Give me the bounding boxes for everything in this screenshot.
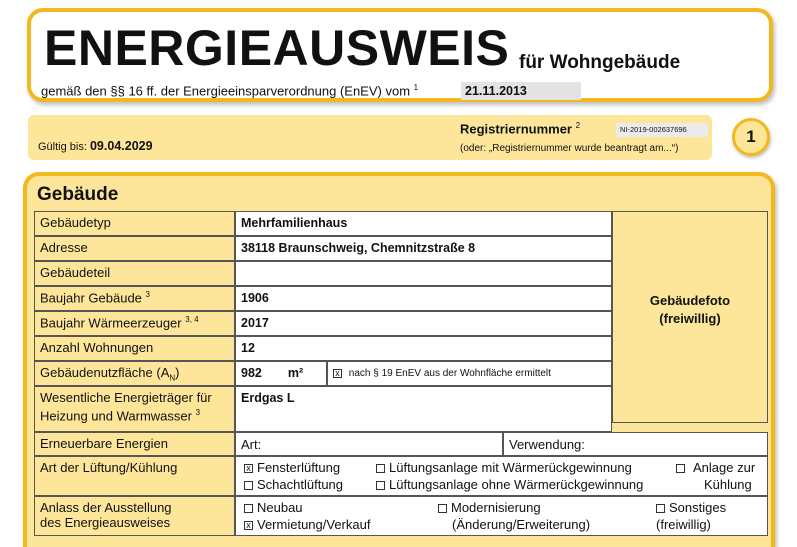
- vent-checkbox-with-recovery[interactable]: [376, 464, 385, 473]
- ventilation-label: Art der Lüftung/Kühlung: [34, 456, 235, 496]
- registration-note: (oder: „Registriernummer wurde beantragt am...“): [460, 143, 679, 154]
- page-number-badge: 1: [732, 118, 770, 156]
- reason-option-modernisation[interactable]: Modernisierung: [438, 500, 541, 515]
- heater-year-label: Baujahr Wärmeerzeuger $^{3, 4}$: [34, 311, 235, 336]
- address-label: Adresse: [34, 236, 235, 261]
- ventilation-options: [235, 456, 768, 496]
- reason-option-new-build[interactable]: Neubau: [244, 500, 303, 515]
- building-part-label: Gebäudeteil: [34, 261, 235, 286]
- renewable-type-field[interactable]: Art:: [235, 432, 503, 456]
- reason-option-rent-sale[interactable]: x Vermietung/Verkauf: [244, 517, 370, 532]
- vent-checkbox-window[interactable]: x: [244, 464, 253, 473]
- reason-checkbox-modernisation[interactable]: [438, 504, 447, 513]
- reason-option-other[interactable]: Sonstiges: [656, 500, 726, 515]
- building-type-value: Mehrfamilienhaus: [235, 211, 612, 236]
- energy-carrier-label: Wesentliche Energieträger für Heizung und Warmwasser $^3$: [34, 386, 235, 432]
- law-date-field: 21.11.2013: [461, 82, 581, 100]
- valid-until: Gültig bis: 09.04.2029: [38, 139, 153, 153]
- reason-option-modernisation-detail: (Änderung/Erweiterung): [452, 517, 591, 532]
- vent-option-without-recovery[interactable]: Lüftungsanlage ohne Wärmerückgewinnung: [376, 477, 643, 492]
- usable-area-value: 982 m²: [235, 361, 327, 386]
- construction-year-label: Baujahr Gebäude $^3$: [34, 286, 235, 311]
- document-title: ENERGIEAUSWEIS: [44, 20, 510, 76]
- energy-carrier-value: Erdgas L: [235, 386, 612, 432]
- registration-label: Registriernummer $^2$: [460, 121, 581, 137]
- building-photo-placeholder: Gebäudefoto (freiwillig): [612, 211, 768, 423]
- units-value: 12: [235, 336, 612, 361]
- section-title: Gebäude: [37, 184, 119, 205]
- issue-reason-options: [235, 496, 768, 536]
- reason-checkbox-other[interactable]: [656, 504, 665, 513]
- vent-option-cooling-label: Kühlung: [704, 477, 752, 492]
- reason-checkbox-new-build[interactable]: [244, 504, 253, 513]
- vent-checkbox-without-recovery[interactable]: [376, 481, 385, 490]
- vent-checkbox-cooling[interactable]: [676, 464, 685, 473]
- building-type-label: Gebäudetyp: [34, 211, 235, 236]
- vent-option-window[interactable]: x Fensterlüftung: [244, 460, 340, 475]
- document-header: [27, 8, 773, 102]
- vent-option-cooling[interactable]: Anlage zur: [676, 460, 755, 475]
- construction-year-value: 1906: [235, 286, 612, 311]
- registration-band: [28, 115, 712, 160]
- building-part-value: [235, 261, 612, 286]
- usable-area-method: x nach § 19 EnEV aus der Wohnfläche ermittelt: [327, 361, 612, 386]
- law-reference: gemäß den §§ 16 ff. der Energieeinsparverordnung (EnEV) vom $^1$: [41, 83, 419, 99]
- issue-reason-label: Anlass der Ausstellung des Energieausweises: [34, 496, 235, 536]
- reason-option-other-detail: (freiwillig): [656, 517, 711, 532]
- reason-checkbox-rent-sale[interactable]: x: [244, 521, 253, 530]
- renewable-use-field[interactable]: Verwendung:: [503, 432, 768, 456]
- vent-option-shaft[interactable]: Schachtlüftung: [244, 477, 343, 492]
- address-value: 38118 Braunschweig, Chemnitzstraße 8: [235, 236, 612, 261]
- vent-checkbox-shaft[interactable]: [244, 481, 253, 490]
- usable-area-label: Gebäudenutzfläche $(A_N)$: [34, 361, 235, 386]
- building-section: [23, 172, 775, 547]
- area-method-checkbox[interactable]: x: [333, 369, 342, 378]
- registration-number-field: NI-2019-002637696: [616, 123, 708, 137]
- vent-option-with-recovery[interactable]: Lüftungsanlage mit Wärmerückgewinnung: [376, 460, 632, 475]
- document-subtitle: für Wohngebäude: [519, 52, 681, 73]
- renewable-label: Erneuerbare Energien: [34, 432, 235, 456]
- units-label: Anzahl Wohnungen: [34, 336, 235, 361]
- heater-year-value: 2017: [235, 311, 612, 336]
